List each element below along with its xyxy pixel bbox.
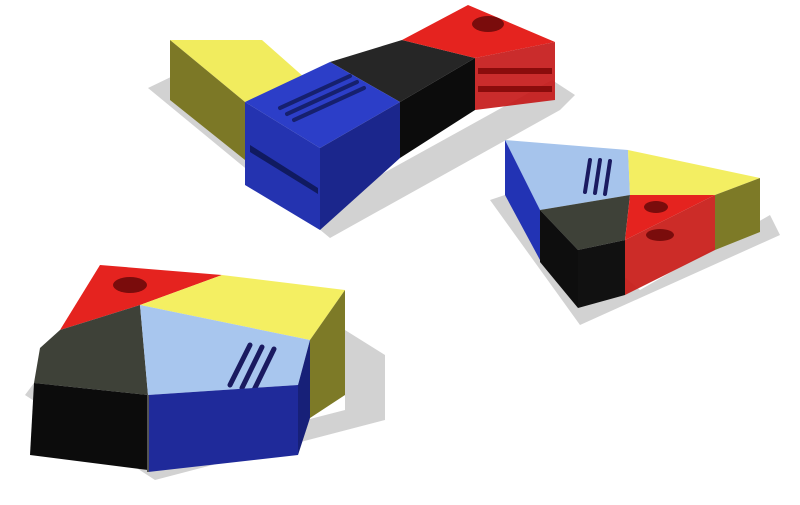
red-module-hole — [472, 16, 504, 32]
square-assembly — [25, 265, 385, 480]
red-module-hole — [646, 229, 674, 241]
red-module-shelf — [478, 68, 552, 74]
red-module-hole — [113, 277, 147, 293]
red-module-hole — [644, 201, 668, 213]
red-module-shelf — [478, 86, 552, 92]
triangle-assembly — [490, 140, 780, 325]
black-module-front — [30, 383, 148, 470]
blue-module-front — [148, 385, 298, 472]
